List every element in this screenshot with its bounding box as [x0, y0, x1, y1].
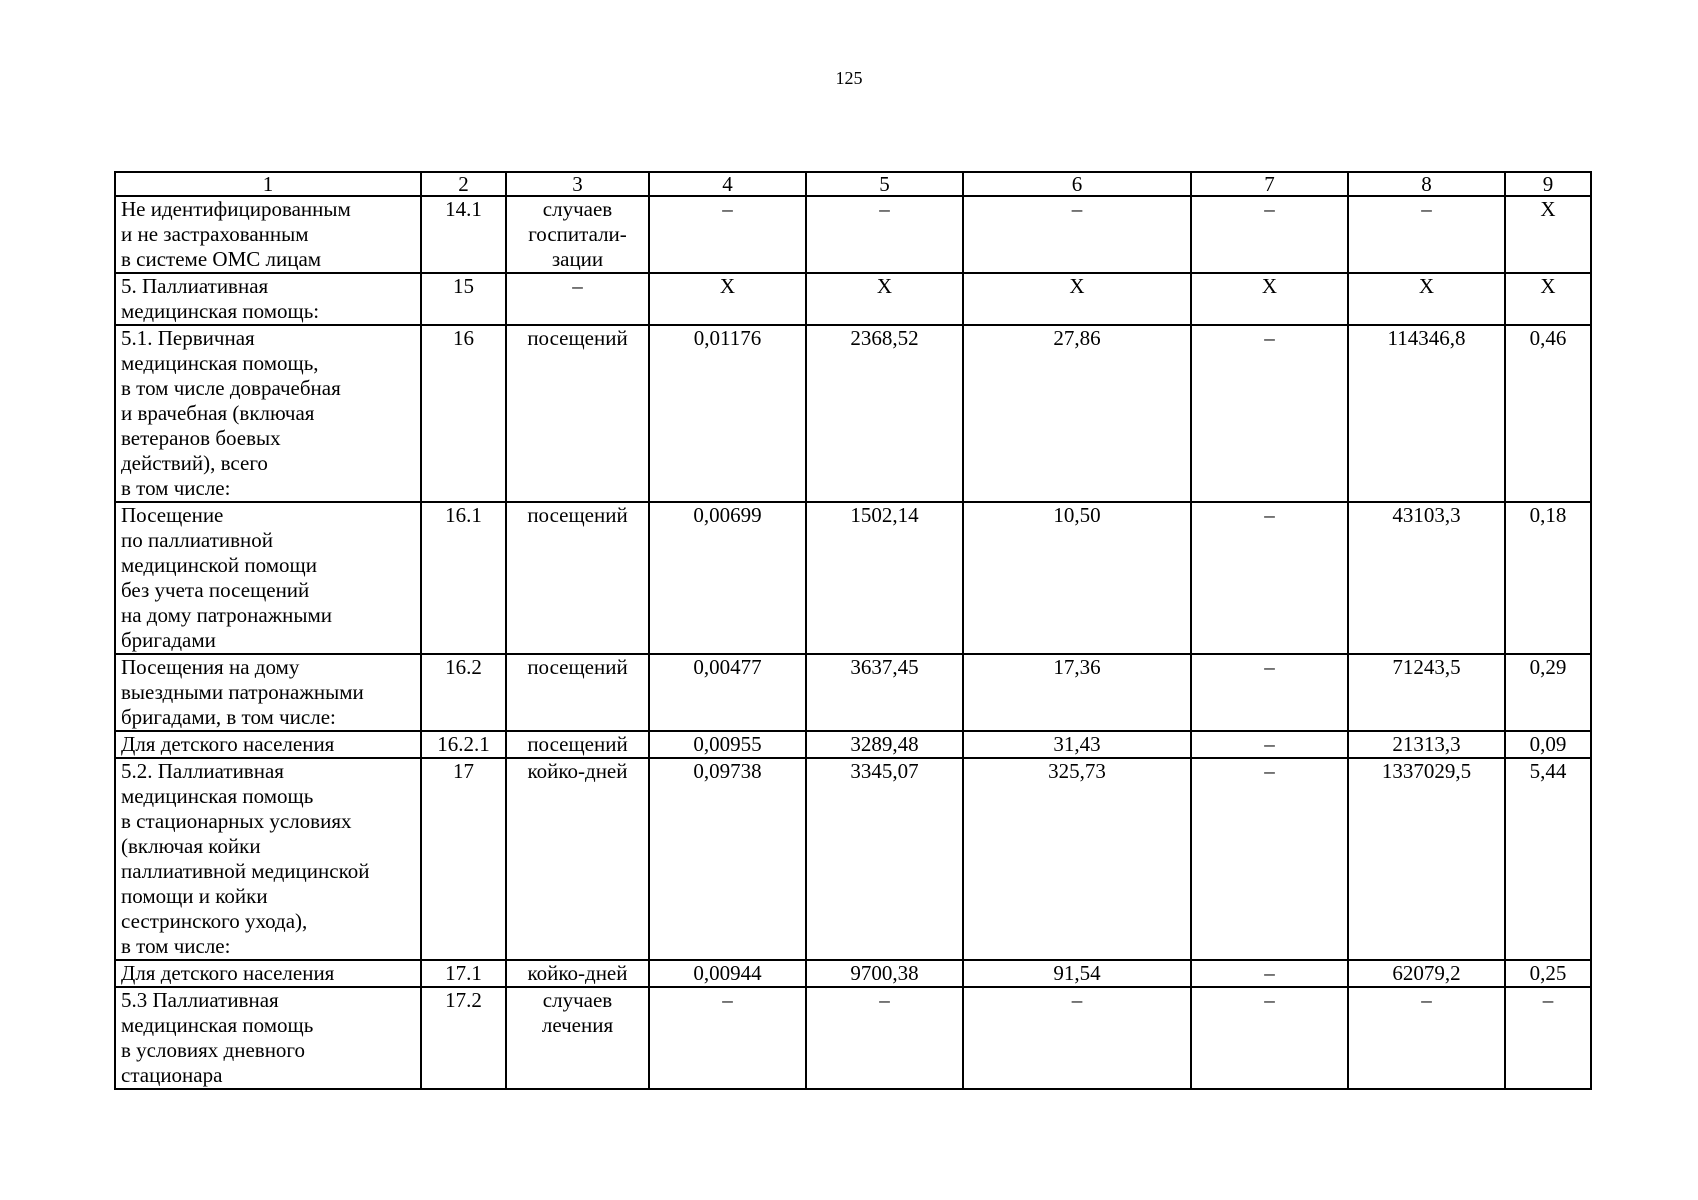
cell-value: –: [649, 196, 806, 273]
cell-value: –: [1191, 960, 1348, 987]
cell-value: 21313,3: [1348, 731, 1505, 758]
cell-value: 1337029,5: [1348, 758, 1505, 960]
row-code: 16: [421, 325, 506, 502]
cell-value: –: [1191, 196, 1348, 273]
cell-value: 0,09738: [649, 758, 806, 960]
cell-value: 27,86: [963, 325, 1191, 502]
row-unit: посещений: [506, 325, 649, 502]
cell-value: 0,00477: [649, 654, 806, 731]
cell-value: Х: [1505, 273, 1591, 325]
column-number: 1: [115, 172, 421, 196]
column-number: 3: [506, 172, 649, 196]
cell-value: 62079,2: [1348, 960, 1505, 987]
column-number: 2: [421, 172, 506, 196]
cell-value: Х: [1191, 273, 1348, 325]
row-code: 17: [421, 758, 506, 960]
table-row: [115, 502, 1591, 654]
cell-value: –: [1348, 987, 1505, 1089]
table-row: [115, 758, 1591, 960]
cell-value: 0,00944: [649, 960, 806, 987]
cell-value: 31,43: [963, 731, 1191, 758]
row-unit: посещений: [506, 731, 649, 758]
column-number-row: [115, 172, 1591, 196]
cell-value: –: [1348, 196, 1505, 273]
cell-value: 91,54: [963, 960, 1191, 987]
row-unit: случаев лечения: [506, 987, 649, 1089]
table-row: [115, 987, 1591, 1089]
table-row: [115, 731, 1591, 758]
cell-value: 3289,48: [806, 731, 963, 758]
cell-value: 2368,52: [806, 325, 963, 502]
column-number: 7: [1191, 172, 1348, 196]
cell-value: 0,09: [1505, 731, 1591, 758]
row-unit: койко-дней: [506, 960, 649, 987]
cell-value: 0,01176: [649, 325, 806, 502]
row-name: Посещения на дому выездными патронажными бригадами, в том числе:: [115, 654, 421, 731]
row-code: 16.1: [421, 502, 506, 654]
table-row: [115, 273, 1591, 325]
cell-value: –: [649, 987, 806, 1089]
row-code: 14.1: [421, 196, 506, 273]
row-unit: посещений: [506, 654, 649, 731]
cell-value: 3637,45: [806, 654, 963, 731]
cell-value: –: [806, 196, 963, 273]
cell-value: –: [1191, 987, 1348, 1089]
cell-value: 5,44: [1505, 758, 1591, 960]
cell-value: Х: [649, 273, 806, 325]
cell-value: 3345,07: [806, 758, 963, 960]
cell-value: 10,50: [963, 502, 1191, 654]
row-unit: случаев госпитали- зации: [506, 196, 649, 273]
row-name: Для детского населения: [115, 960, 421, 987]
row-name: 5.3 Паллиативная медицинская помощь в условиях дневного стационара: [115, 987, 421, 1089]
cell-value: 1502,14: [806, 502, 963, 654]
row-unit: посещений: [506, 502, 649, 654]
row-code: 15: [421, 273, 506, 325]
cell-value: –: [963, 987, 1191, 1089]
cell-value: –: [806, 987, 963, 1089]
row-name: 5. Паллиативная медицинская помощь:: [115, 273, 421, 325]
column-number: 8: [1348, 172, 1505, 196]
cell-value: 0,29: [1505, 654, 1591, 731]
row-unit: койко-дней: [506, 758, 649, 960]
table-row: [115, 196, 1591, 273]
cell-value: –: [1191, 758, 1348, 960]
data-table: [114, 171, 1592, 1090]
column-number: 6: [963, 172, 1191, 196]
cell-value: –: [1191, 502, 1348, 654]
row-code: 16.2: [421, 654, 506, 731]
cell-value: 43103,3: [1348, 502, 1505, 654]
cell-value: 71243,5: [1348, 654, 1505, 731]
cell-value: 9700,38: [806, 960, 963, 987]
cell-value: 17,36: [963, 654, 1191, 731]
cell-value: 0,46: [1505, 325, 1591, 502]
cell-value: –: [1191, 325, 1348, 502]
row-name: Для детского населения: [115, 731, 421, 758]
table-row: [115, 325, 1591, 502]
cell-value: Х: [963, 273, 1191, 325]
page-number: 125: [835, 68, 863, 88]
column-number: 4: [649, 172, 806, 196]
table-row: [115, 960, 1591, 987]
row-unit: –: [506, 273, 649, 325]
cell-value: 0,00699: [649, 502, 806, 654]
cell-value: 0,18: [1505, 502, 1591, 654]
row-name: Не идентифицированным и не застрахованным в системе ОМС лицам: [115, 196, 421, 273]
row-name: 5.2. Паллиативная медицинская помощь в стационарных условиях (включая койки паллиативной медицинской помощи и койки сестринского ухода), в том числе:: [115, 758, 421, 960]
cell-value: –: [963, 196, 1191, 273]
cell-value: Х: [806, 273, 963, 325]
column-number: 5: [806, 172, 963, 196]
cell-value: 0,00955: [649, 731, 806, 758]
table-row: [115, 654, 1591, 731]
row-code: 17.1: [421, 960, 506, 987]
cell-value: –: [1191, 654, 1348, 731]
column-number: 9: [1505, 172, 1591, 196]
row-name: 5.1. Первичная медицинская помощь, в том числе доврачебная и врачебная (включая ветеранов боевых действий), всего в том числе:: [115, 325, 421, 502]
row-code: 16.2.1: [421, 731, 506, 758]
cell-value: 0,25: [1505, 960, 1591, 987]
cell-value: –: [1505, 987, 1591, 1089]
cell-value: Х: [1348, 273, 1505, 325]
cell-value: 325,73: [963, 758, 1191, 960]
row-code: 17.2: [421, 987, 506, 1089]
row-name: Посещение по паллиативной медицинской помощи без учета посещений на дому патронажными бригадами: [115, 502, 421, 654]
cell-value: 114346,8: [1348, 325, 1505, 502]
cell-value: –: [1191, 731, 1348, 758]
cell-value: Х: [1505, 196, 1591, 273]
